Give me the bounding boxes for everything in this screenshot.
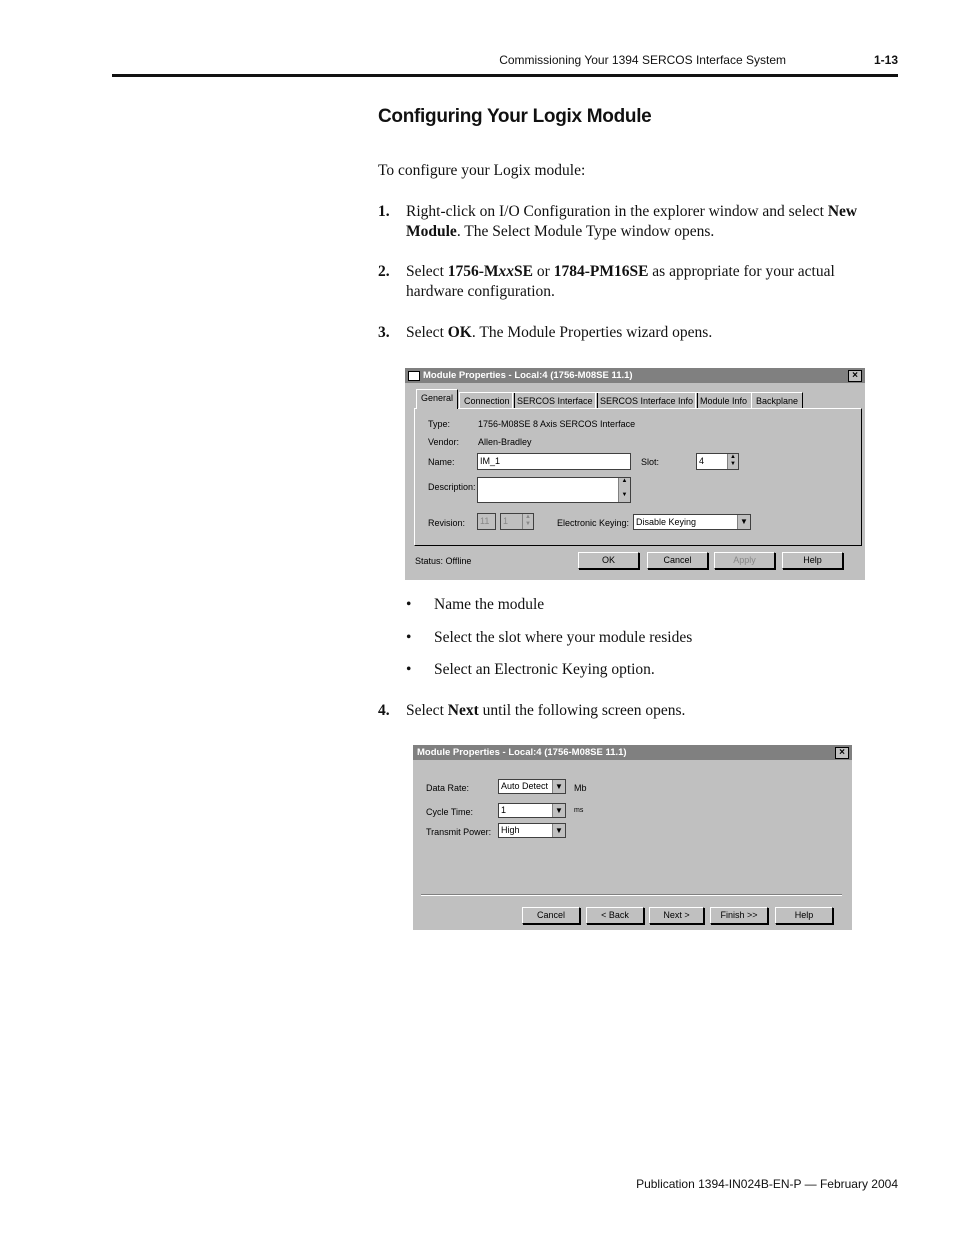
step-4 — [378, 701, 868, 721]
close-icon[interactable]: × — [848, 370, 862, 382]
cycle-time-select[interactable] — [498, 803, 566, 818]
apply-button: Apply — [714, 552, 775, 569]
data-rate-label: Data Rate: — [426, 783, 470, 793]
module-properties-general-dialog — [405, 368, 865, 580]
step-text: or — [533, 263, 554, 280]
cancel-button[interactable]: Cancel — [647, 552, 708, 569]
status-text: Status: Offline — [415, 556, 472, 566]
step-emphasis: OK — [447, 324, 472, 341]
step-emphasis: 1756-M — [447, 263, 499, 280]
step-number: 1. — [378, 203, 390, 220]
step-3 — [378, 323, 868, 343]
header-rule — [112, 74, 898, 77]
step-text: Right-click on I/O Configuration in the explorer window and select — [406, 203, 828, 220]
step-text: Select — [406, 263, 448, 280]
running-header-title: Commissioning Your 1394 SERCOS Interface System — [499, 53, 786, 67]
data-rate-select[interactable] — [498, 779, 566, 794]
type-value: 1756-M08SE 8 Axis SERCOS Interface — [478, 419, 636, 429]
page-number: 1-13 — [873, 53, 898, 67]
name-input[interactable]: IM_1 — [477, 453, 631, 470]
help-button[interactable]: Help — [775, 907, 833, 924]
bullet-glyph: • — [406, 596, 412, 613]
cycle-time-value: 1 — [501, 805, 507, 815]
tab-backplane[interactable]: Backplane — [751, 392, 803, 408]
transmit-power-select[interactable] — [498, 823, 566, 838]
step-1 — [378, 202, 868, 242]
revision-major-input: 11 — [477, 513, 496, 530]
spin-arrows-icon[interactable]: ▲ ▼ — [727, 454, 738, 469]
scroll-arrows-icon[interactable]: ▲ ▼ — [618, 478, 630, 502]
chevron-down-icon[interactable]: ▼ — [552, 780, 565, 793]
tab-sercos-interface-info[interactable]: SERCOS Interface Info — [595, 392, 698, 408]
bullet-glyph: • — [406, 661, 412, 678]
help-button[interactable]: Help — [782, 552, 843, 569]
tab-general[interactable]: General — [416, 389, 458, 409]
step-emphasis: 1784-PM16SE — [553, 263, 649, 280]
publication-footer: Publication 1394-IN024B-EN-P — February 2004 — [636, 1177, 898, 1191]
section-title: Configuring Your Logix Module — [378, 106, 652, 127]
slot-stepper[interactable] — [696, 453, 739, 470]
step-emphasis: SE — [514, 263, 534, 280]
back-button[interactable]: < Back — [586, 907, 644, 924]
dialog-title: Module Properties - Local:4 (1756-M08SE 11.1) — [417, 747, 627, 758]
spin-arrows-icon: ▲ ▼ — [522, 514, 533, 529]
electronic-keying-value: Disable Keying — [636, 517, 697, 527]
data-rate-value: Auto Detect — [501, 781, 549, 791]
dialog-title: Module Properties - Local:4 (1756-M08SE 11.1) — [423, 370, 633, 381]
electronic-keying-label: Electronic Keying: — [557, 518, 630, 528]
chevron-down-icon[interactable]: ▼ — [552, 804, 565, 817]
cancel-button[interactable]: Cancel — [522, 907, 580, 924]
bullet-text: Select an Electronic Keying option. — [434, 661, 655, 678]
bullet-text: Select the slot where your module resides — [434, 629, 693, 646]
step-number: 3. — [378, 324, 390, 341]
tab-connection[interactable]: Connection — [459, 392, 515, 408]
transmit-power-label: Transmit Power: — [426, 827, 492, 837]
step-number: 2. — [378, 263, 390, 280]
slot-label: Slot: — [641, 457, 660, 467]
step-text: Select — [406, 702, 448, 719]
cycle-time-unit: ms — [574, 807, 584, 814]
tab-module-info[interactable]: Module Info — [695, 392, 752, 408]
bullet-item — [406, 595, 544, 615]
step-emphasis: New Module — [406, 203, 858, 240]
revision-minor-value: 1 — [503, 516, 509, 526]
dialog-title-bar — [405, 368, 865, 383]
close-icon[interactable]: × — [835, 747, 849, 759]
step-number: 4. — [378, 702, 390, 719]
data-rate-unit: Mb — [574, 783, 587, 793]
step-text: . The Select Module Type window opens. — [456, 223, 715, 240]
description-input[interactable] — [477, 477, 631, 503]
bullet-text: Name the module — [434, 596, 545, 613]
chevron-down-icon[interactable]: ▼ — [552, 824, 565, 837]
vendor-value: Allen-Bradley — [478, 437, 532, 447]
divider — [421, 894, 842, 896]
dialog-title-bar — [413, 745, 852, 760]
type-label: Type: — [428, 419, 451, 429]
module-properties-sercos-dialog — [413, 745, 852, 930]
next-button[interactable]: Next > — [649, 907, 704, 924]
tab-sercos-interface[interactable]: SERCOS Interface — [512, 392, 598, 408]
step-emphasis-italic: xx — [498, 263, 515, 280]
chevron-down-icon[interactable]: ▼ — [737, 515, 750, 529]
bullet-item — [406, 660, 655, 680]
step-text: Select — [406, 324, 448, 341]
revision-label: Revision: — [428, 518, 466, 528]
description-label: Description: — [428, 482, 476, 492]
intro-text: To configure your Logix module: — [378, 162, 586, 179]
step-text: until the following screen opens. — [478, 702, 686, 719]
window-icon — [408, 371, 420, 381]
ok-button[interactable]: OK — [578, 552, 639, 569]
electronic-keying-select[interactable] — [633, 514, 751, 530]
name-label: Name: — [428, 457, 455, 467]
transmit-power-value: High — [501, 825, 520, 835]
vendor-label: Vendor: — [428, 437, 460, 447]
step-text: as appropriate for your actual hardware configuration. — [406, 263, 835, 300]
finish-button[interactable]: Finish >> — [710, 907, 768, 924]
step-2 — [378, 262, 868, 302]
step-emphasis: Next — [447, 702, 479, 719]
slot-value: 4 — [699, 456, 705, 466]
step-text: . The Module Properties wizard opens. — [471, 324, 713, 341]
revision-minor-stepper — [500, 513, 534, 530]
bullet-item — [406, 628, 692, 648]
bullet-glyph: • — [406, 629, 412, 646]
cycle-time-label: Cycle Time: — [426, 807, 474, 817]
